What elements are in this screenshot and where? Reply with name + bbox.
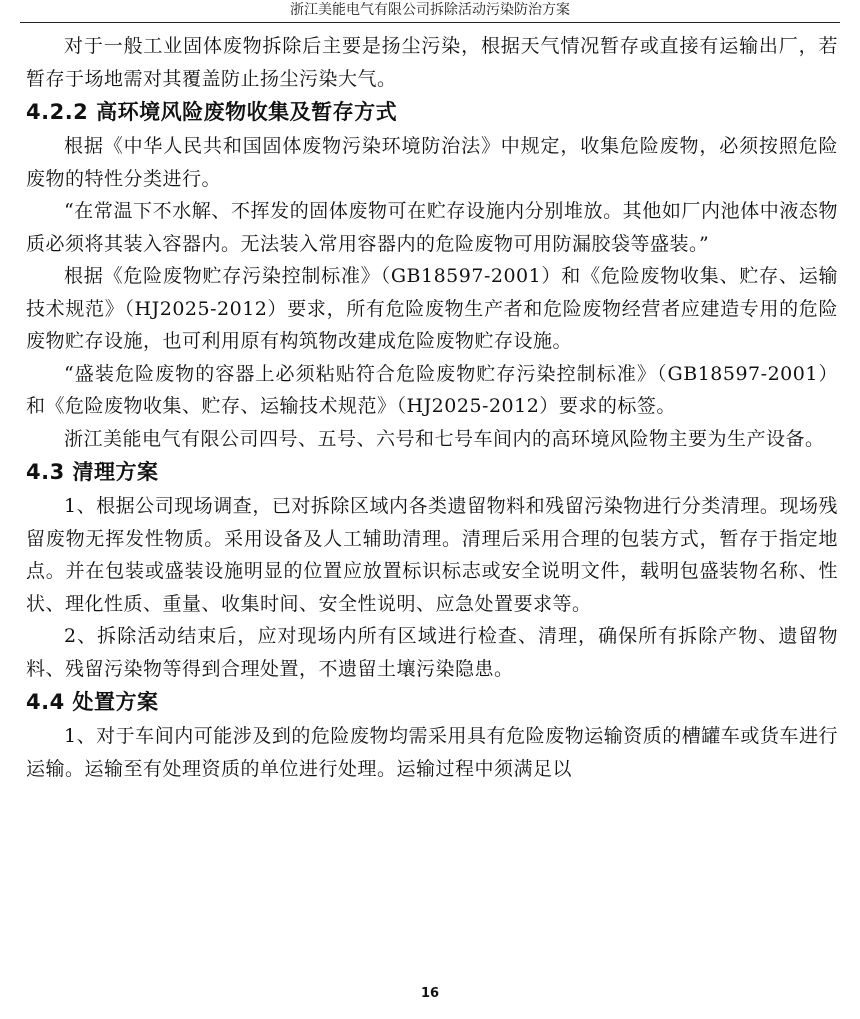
section-heading: 4.3 清理方案 xyxy=(26,460,159,484)
paragraph: 1、对于车间内可能涉及到的危险废物均需采用具有危险废物运输资质的槽罐车或货车进行运输。运输至有处理资质的单位进行处理。运输过程中须满足以 xyxy=(26,725,838,780)
paragraph: 2、拆除活动结束后，应对现场内所有区域进行检查、清理，确保所有拆除产物、遗留物料、残留污染物等得到合理处置，不遗留土壤污染隐患。 xyxy=(26,625,838,680)
section-heading: 4.4 处置方案 xyxy=(26,690,159,714)
page-header: 浙江美能电气有限公司拆除活动污染防治方案 xyxy=(20,0,840,23)
paragraph: 1、根据公司现场调查，已对拆除区域内各类遗留物料和残留污染物进行分类清理。现场残留废物无挥发性物质。采用设备及人工辅助清理。清理后采用合理的包装方式，暂存于指定地点。并在包装或盛装设施明显的位置应放置标识标志或安全说明文件，载明包盛装物名称、性状、理化性质、重量、收集时间、安全性说明、应急处置要求等。 xyxy=(26,495,838,615)
document-body xyxy=(26,30,838,785)
page-number: 16 xyxy=(420,986,440,1001)
paragraph: 根据《危险废物贮存污染控制标准》（GB18597-2001）和《危险废物收集、贮存、运输技术规范》（HJ2025-2012）要求，所有危险废物生产者和危险废物经营者应建造专用的危险废物贮存设施，也可利用原有构筑物改建成危险废物贮存设施。 xyxy=(26,265,838,352)
paragraph: 根据《中华人民共和国固体废物污染环境防治法》中规定，收集危险废物，必须按照危险废物的特性分类进行。 xyxy=(26,135,838,190)
paragraph: 浙江美能电气有限公司四号、五号、六号和七号车间内的高环境风险物主要为生产设备。 xyxy=(64,427,825,450)
quoted-paragraph: “盛装危险废物的容器上必须粘贴符合危险废物贮存污染控制标准》（GB18597-2001）和《危险废物收集、贮存、运输技术规范》（HJ2025-2012）要求的标签。 xyxy=(26,362,838,417)
section-heading: 4.2.2 高环境风险废物收集及暂存方式 xyxy=(26,100,398,124)
paragraph: 对于一般工业固体废物拆除后主要是扬尘污染，根据天气情况暂存或直接有运输出厂，若暂存于场地需对其覆盖防止扬尘污染大气。 xyxy=(26,35,838,90)
quoted-paragraph: “在常温下不水解、不挥发的固体废物可在贮存设施内分别堆放。其他如厂内池体中液态物质必须将其装入容器内。无法装入常用容器内的危险废物可用防漏胶袋等盛装。” xyxy=(26,200,838,255)
